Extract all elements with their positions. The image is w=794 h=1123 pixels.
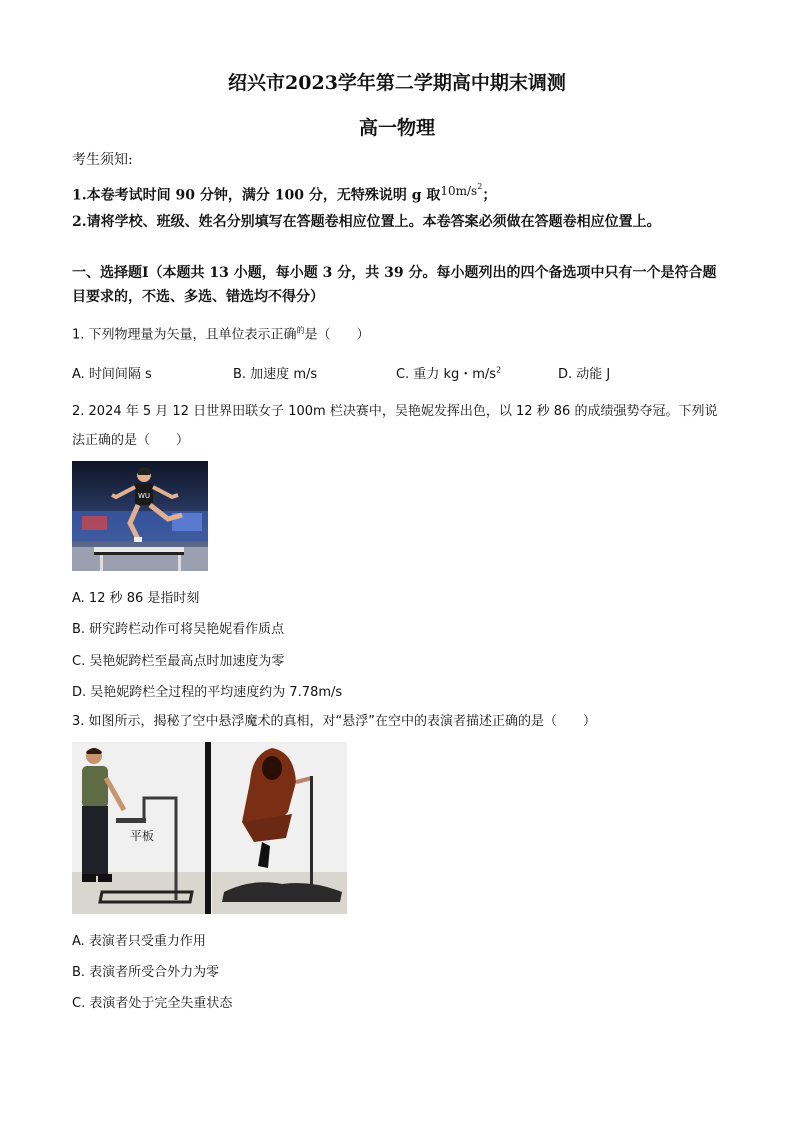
question-1-stem: [72, 321, 370, 345]
question-3-option-a: A. 表演者只受重力作用: [72, 934, 206, 949]
question-1-option-b: B. 加速度 m/s: [233, 367, 318, 382]
question-1-option-c: [396, 363, 501, 382]
levitation-photo: [72, 742, 347, 914]
question-3-option-b: B. 表演者所受合外力为零: [72, 965, 220, 980]
athlete-bib: WU: [138, 492, 151, 500]
q1-stem-end: 是（ ）: [304, 327, 370, 343]
subject-title: 高一物理: [358, 117, 435, 139]
question-2-option-c: C. 吴艳妮跨栏至最高点时加速度为零: [72, 654, 285, 669]
notice-item-1-exp: 2: [477, 182, 483, 191]
notice-heading: 考生须知:: [72, 152, 133, 168]
figure-label-plate: 平板: [130, 829, 155, 843]
notice-item-1-unit: 10m/s: [440, 183, 478, 198]
notice-item-1-text: 1.本卷考试时间 90 分钟，满分 100 分，无特殊说明 g 取: [72, 187, 441, 204]
question-3-stem: 3. 如图所示，揭秘了空中悬浮魔术的真相，对“悬浮”在空中的表演者描述正确的是（ ）: [72, 714, 597, 729]
question-2-option-b: B. 研究跨栏动作可将吴艳妮看作质点: [72, 622, 285, 637]
notice-item-1: [72, 182, 496, 206]
q1-option-c-text: C. 重力 kg・m/s: [396, 367, 497, 382]
q1-option-c-exp: 2: [496, 365, 502, 375]
question-1-option-a: A. 时间间隔 s: [72, 367, 152, 382]
section-1-heading: 一、选择题Ⅰ（本题共 13 小题，每小题 3 分，共 39 分。每小题列出的四个备选项中只有一个是符合题目要求的，不选、多选、错选均不得分）: [72, 265, 717, 305]
question-2-option-a: A. 12 秒 86 是指时刻: [72, 591, 200, 606]
question-1-option-d: D. 动能 J: [558, 367, 611, 382]
exam-title: 绍兴市2023学年第二学期高中期末调测: [228, 72, 566, 94]
question-2-stem: 2. 2024 年 5 月 12 日世界田联女子 100m 栏决赛中，吴艳妮发挥出色，以 12 秒 86 的成绩强势夺冠。下列说法正确的是（ ）: [72, 404, 718, 448]
q1-stem-text: 1. 下列物理量为矢量，且单位表示正确: [72, 327, 297, 343]
hurdle-photo: [72, 461, 208, 571]
notice-item-1-end: ；: [482, 187, 497, 204]
question-3-option-c: C. 表演者处于完全失重状态: [72, 996, 233, 1011]
question-2-option-d: D. 吴艳妮跨栏全过程的平均速度约为 7.78m/s: [72, 685, 343, 700]
q1-stem-sup: 的: [296, 326, 305, 335]
notice-item-2: 2.请将学校、班级、姓名分别填写在答题卷相应位置上。本卷答案必须做在答题卷相应位置上。: [72, 214, 661, 230]
